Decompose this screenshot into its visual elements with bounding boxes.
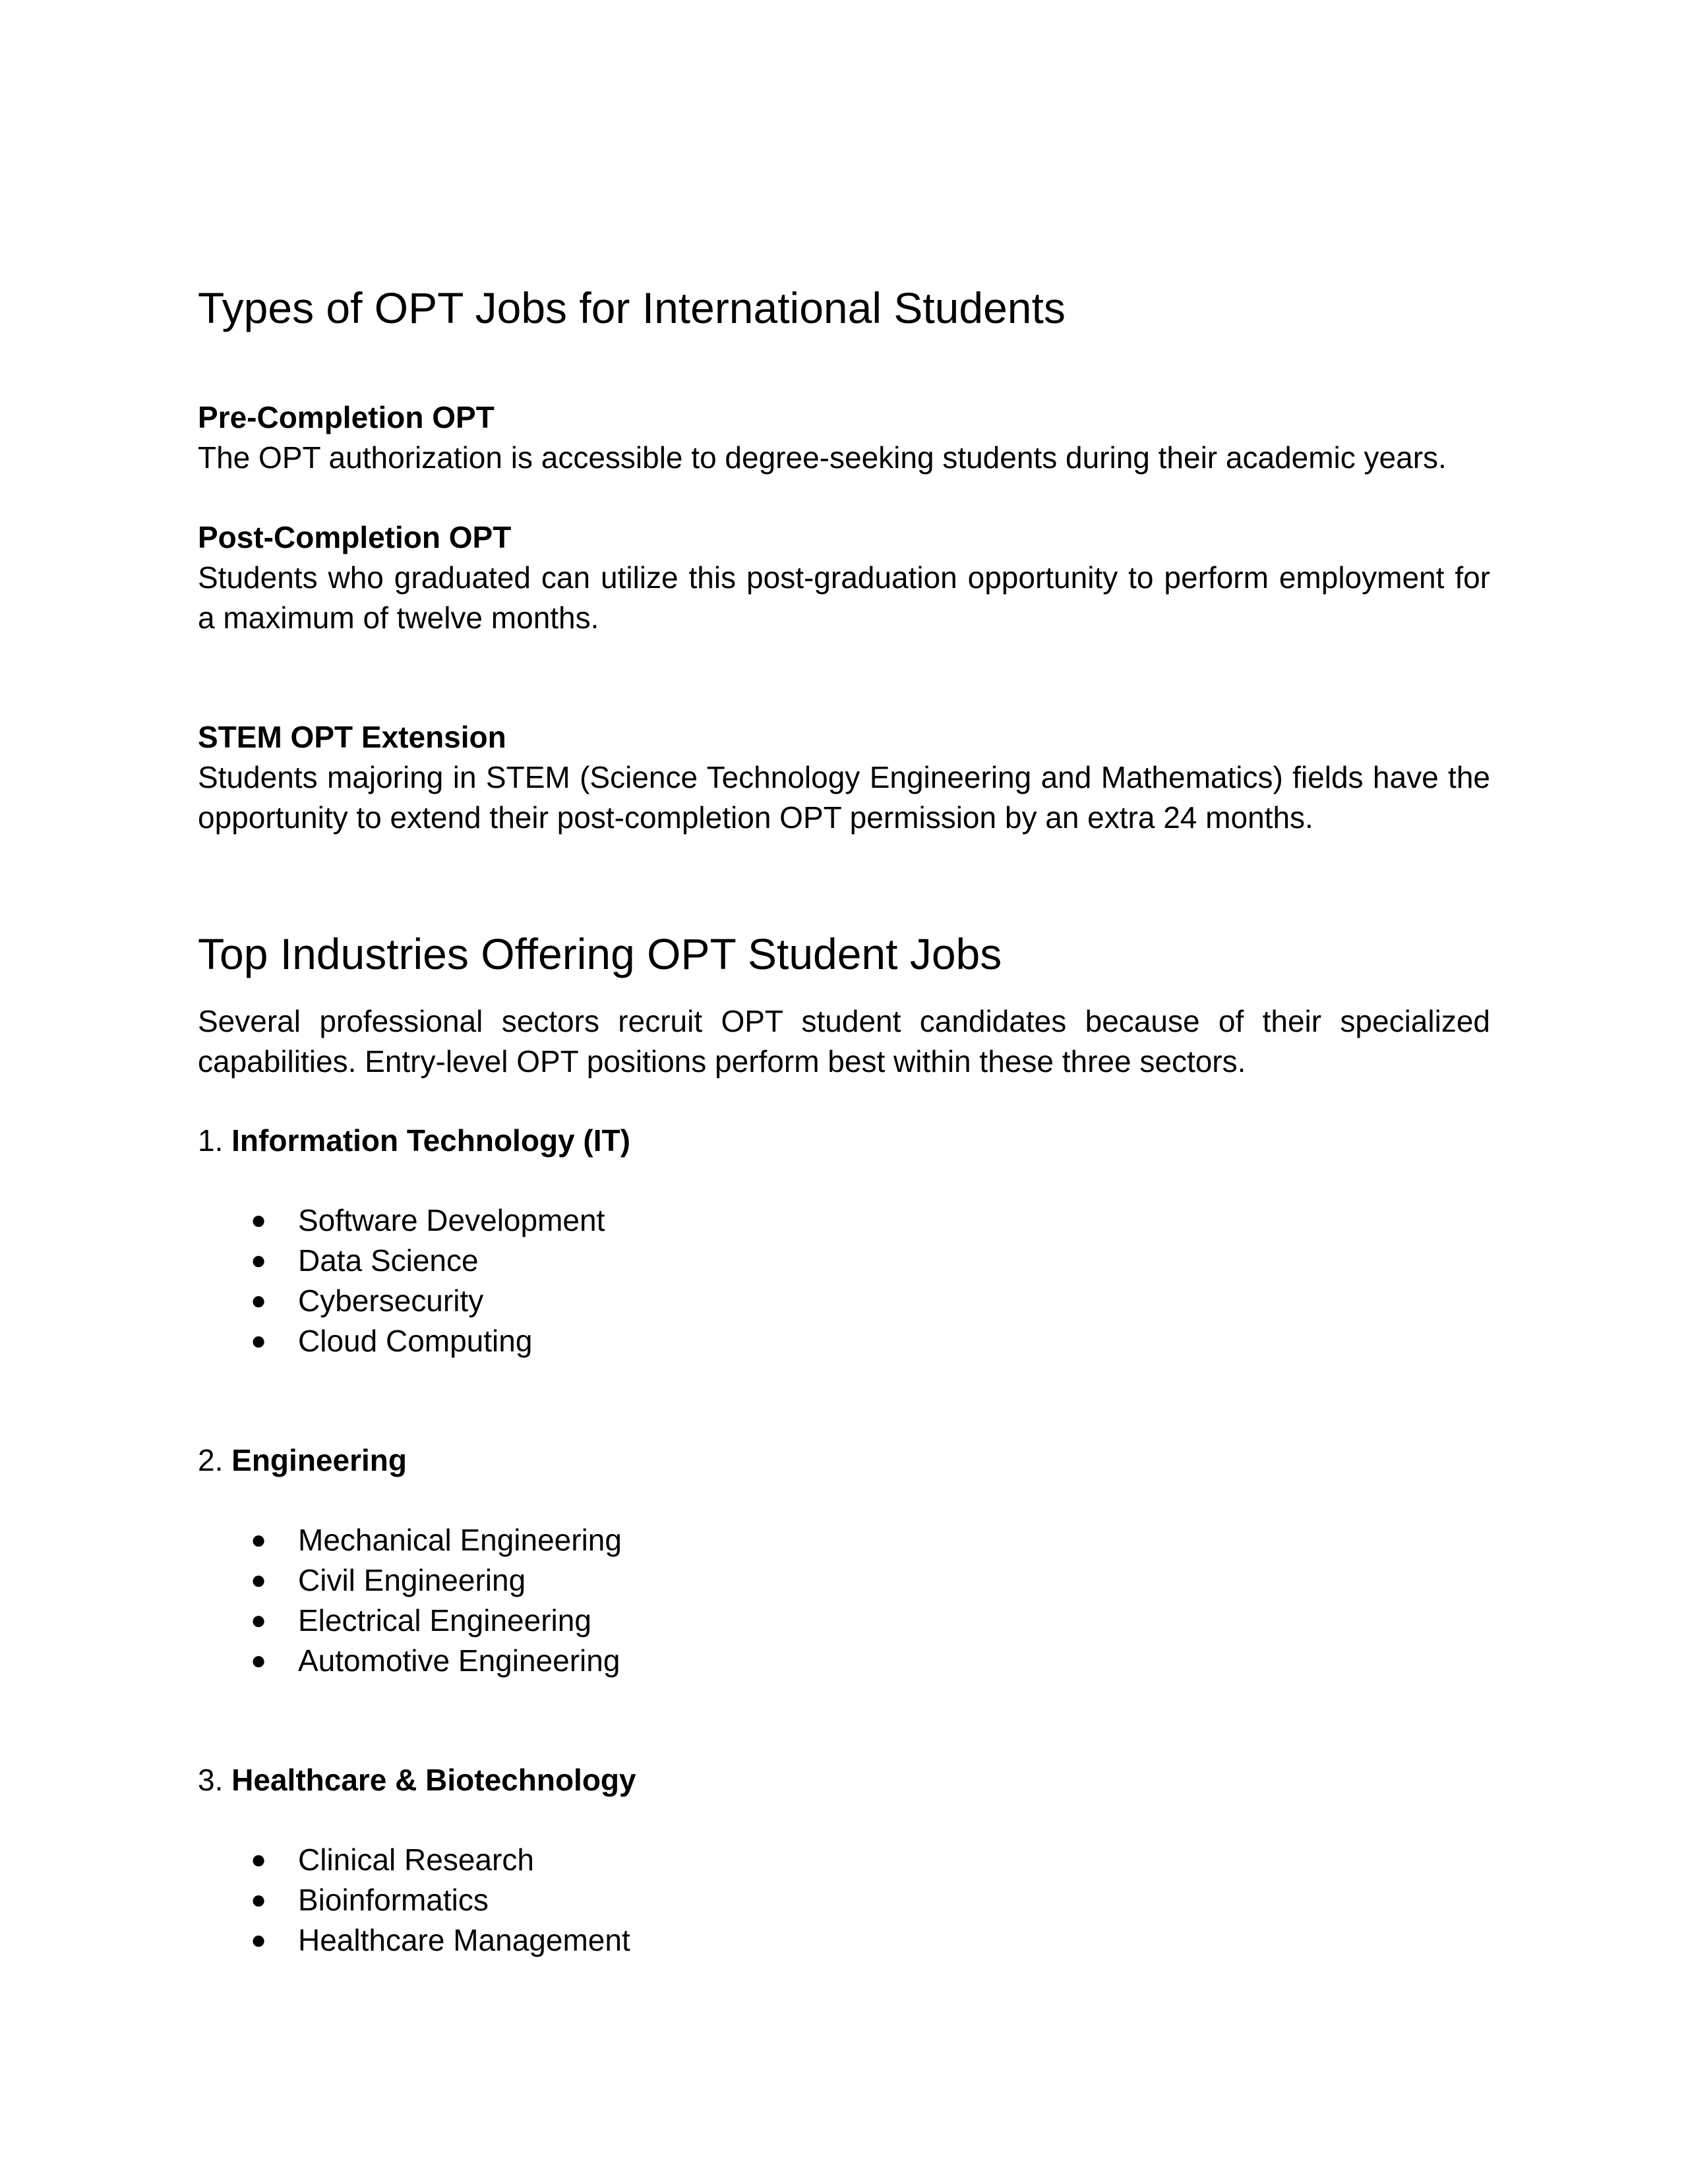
- bullet-icon: ●: [251, 1845, 267, 1874]
- list-number: 3.: [198, 1763, 224, 1797]
- block-title: Post-Completion OPT: [198, 520, 512, 554]
- industry-heading-it: [198, 1121, 630, 1161]
- list-number: 1.: [198, 1123, 224, 1158]
- section-heading-opt-types: Types of OPT Jobs for International Students: [198, 283, 1066, 332]
- industries-intro: Several professional sectors recruit OPT student candidates because of their specialized capabilities. Entry-level OPT positions perform best within these three sectors.: [198, 1004, 1490, 1078]
- block-title: Pre-Completion OPT: [198, 400, 495, 434]
- block-text: Students who graduated can utilize this post-graduation opportunity to perform employment for a maximum of twelve months.: [198, 560, 1490, 635]
- block-title: STEM OPT Extension: [198, 720, 506, 754]
- block-text: The OPT authorization is accessible to degree-seeking students during their academic years.: [198, 440, 1447, 475]
- block-text: Students majoring in STEM (Science Technology Engineering and Mathematics) fields have the opportunity to extend their post-completion OPT permission by an extra 24 months.: [198, 760, 1490, 835]
- bullet-icon: ●: [251, 1606, 267, 1635]
- industry-name: Engineering: [231, 1443, 407, 1477]
- bullet-icon: ●: [251, 1646, 267, 1675]
- bullet-icon: ●: [251, 1885, 267, 1914]
- list-number: 2.: [198, 1443, 224, 1477]
- bullet-icon: ●: [251, 1286, 267, 1315]
- industry-heading-engineering: [198, 1440, 407, 1481]
- bullet-icon: ●: [251, 1926, 267, 1955]
- section-heading-top-industries: Top Industries Offering OPT Student Jobs: [198, 930, 1002, 978]
- bullet-icon: ●: [251, 1566, 267, 1595]
- bullet-icon: ●: [251, 1525, 267, 1554]
- industry-heading-healthcare: [198, 1760, 636, 1800]
- industry-name: Information Technology (IT): [231, 1123, 630, 1158]
- bullet-icon: ●: [251, 1206, 267, 1235]
- document-page: Types of OPT Jobs for International Students Pre-Completion OPT The OPT authorization is accessible to degree-seeking students during their academic years. Post-Completion OPT Students who graduated can utilize this post-graduation opportunity to perform employment for a maximum of twelve months. STEM OPT Extension Students majoring in STEM (Science Technology Engineering and Mathematics) fields have the opportunity to extend their post-completion OPT permission by an extra 24 months. Top Industries Offering OPT Student Jobs Several professional sectors recruit OPT student candidates because of their specialized capabilities. Entry-level OPT positions perform best within these three sectors. 1. Information Technology (IT) ● Software Development ● Data Science ● Cybersecurity ● Cloud Computing 2. Engineering ● Mechanical Engineering ● Civil Engineering ● Electrical Engineering ● Automotive Engineering 3. Healthcare & Biotechnology ● Clinical Research ● Bioinformatics ● Healthcare Management: [198, 0, 1490, 2184]
- bullet-icon: ●: [251, 1246, 267, 1275]
- bullet-icon: ●: [251, 1326, 267, 1355]
- industry-name: Healthcare & Biotechnology: [231, 1763, 636, 1797]
